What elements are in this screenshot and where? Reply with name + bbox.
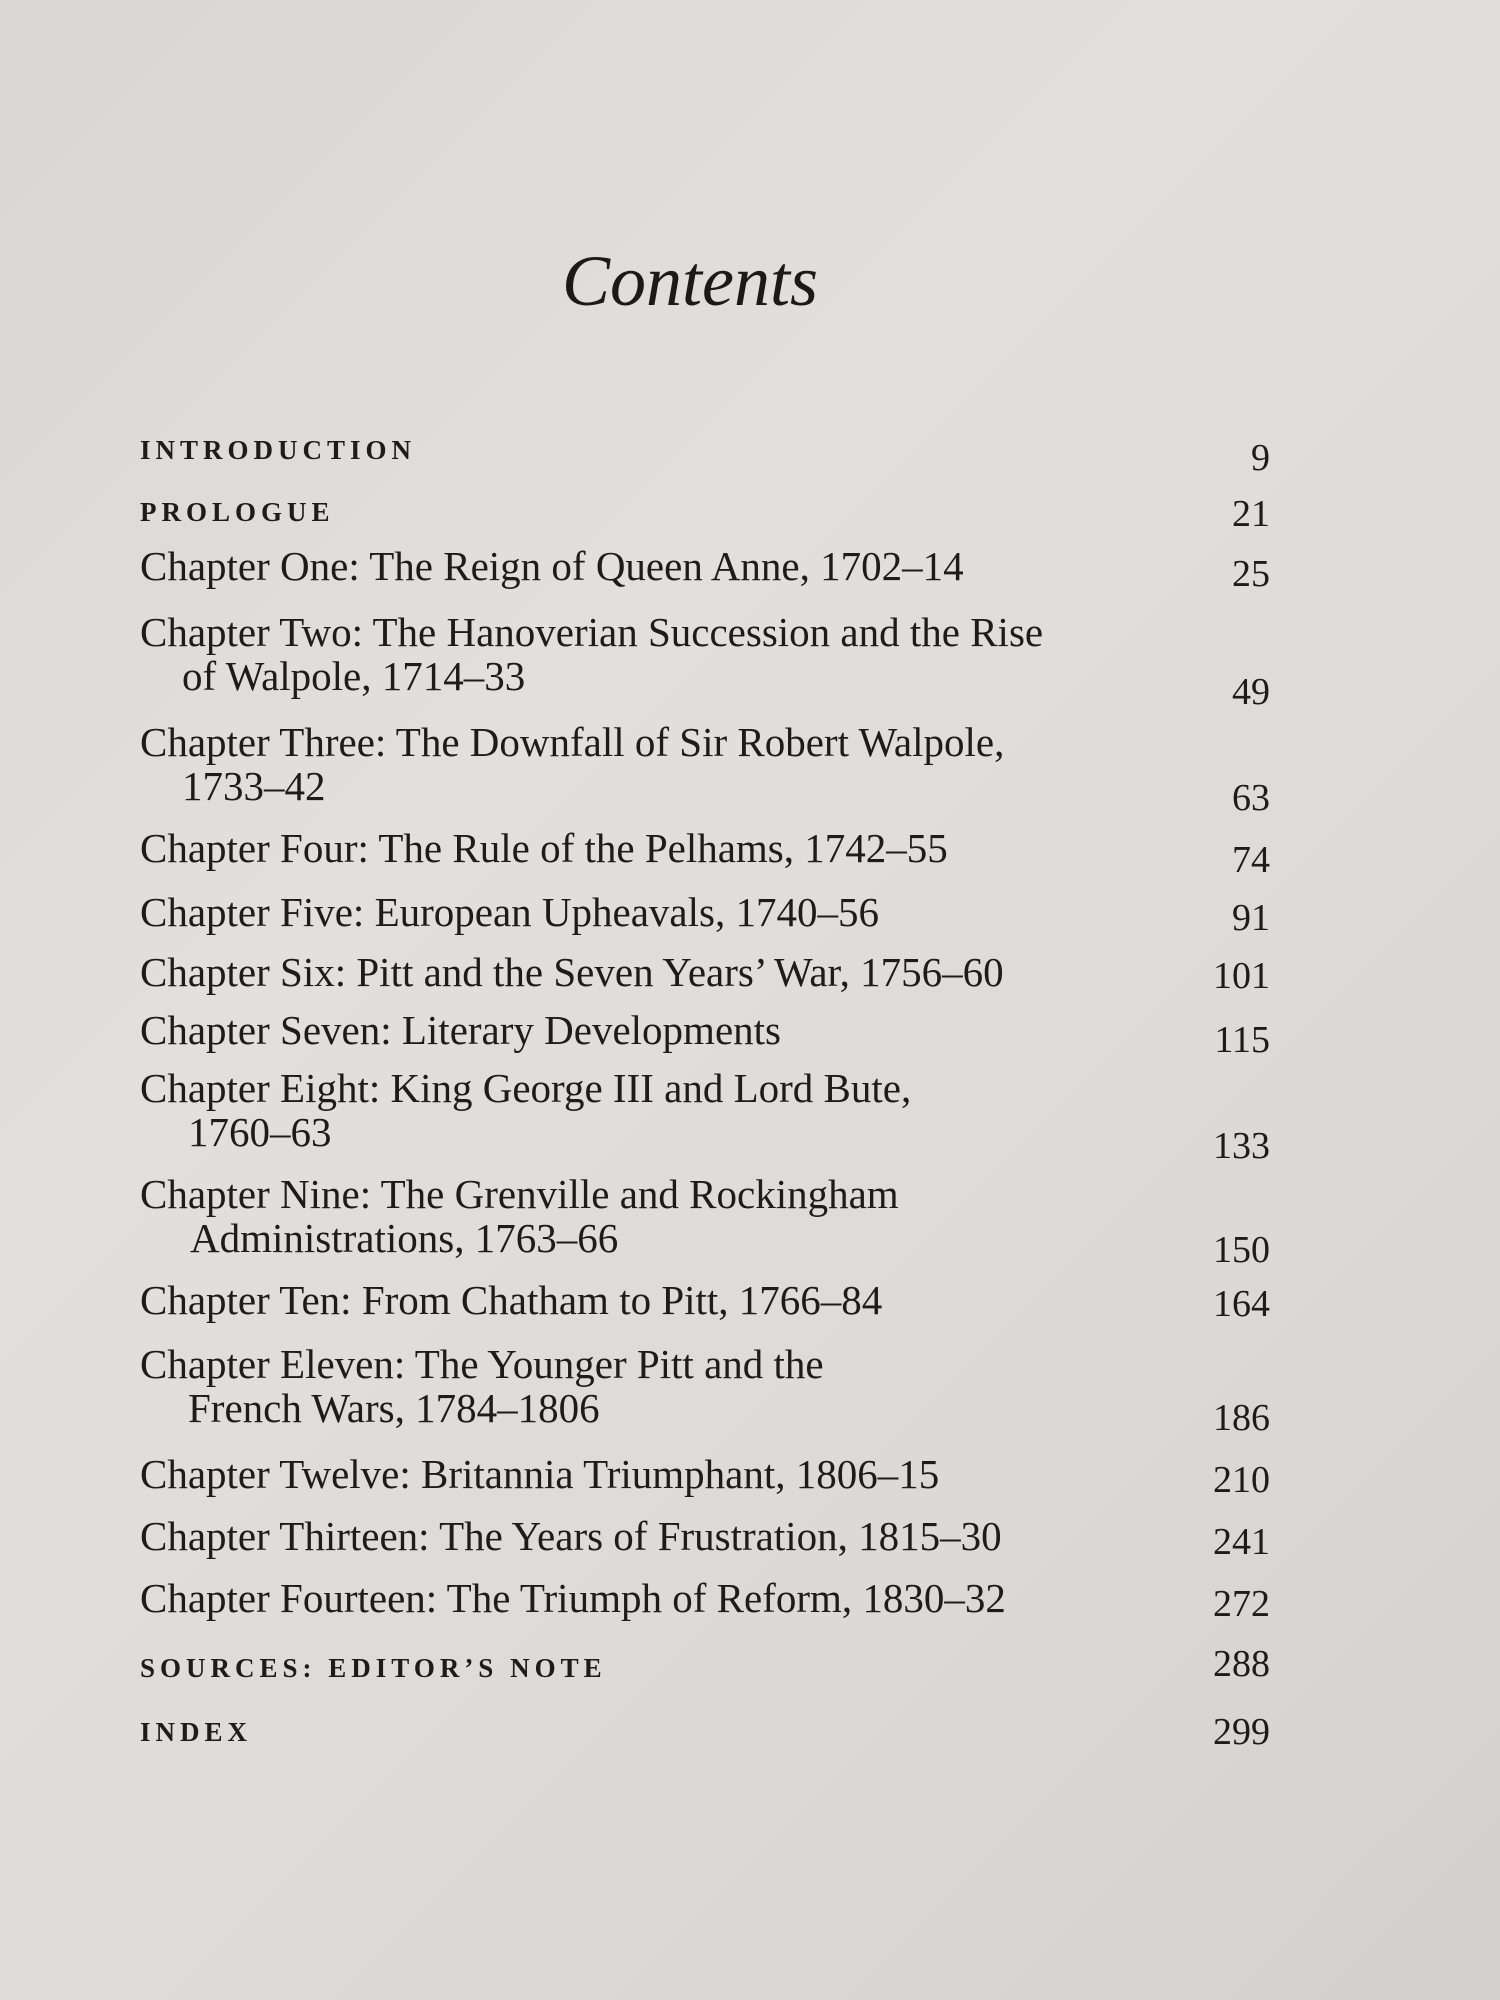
toc-entry-page: 25: [1232, 553, 1270, 595]
toc-entry-page: 63: [1232, 777, 1270, 819]
toc-entry-label: [140, 1066, 1140, 1154]
toc-entry-label-line2: of Walpole, 1714–33: [182, 653, 526, 699]
toc-entry-page: 288: [1213, 1643, 1270, 1685]
toc-entry-page: 49: [1232, 671, 1270, 713]
toc-entry-label-line2: 1760–63: [188, 1109, 332, 1155]
toc-entry-label-line1: Chapter Three: The Downfall of Sir Robert Walpole,: [140, 719, 1005, 765]
toc-entry-page: 272: [1213, 1583, 1270, 1625]
toc-entry-label: Chapter Twelve: Britannia Triumphant, 1806–15: [140, 1451, 940, 1497]
toc-entry-label: SOURCES: EDITOR’S NOTE: [140, 1653, 607, 1683]
toc-entry-label: [140, 1172, 1140, 1260]
toc-entry-page: 91: [1232, 897, 1270, 939]
toc-entry-page: 115: [1214, 1019, 1270, 1061]
toc-entry-label-line1: Chapter Two: The Hanoverian Succession and the Rise: [140, 609, 1044, 655]
page-title: Contents: [561, 241, 818, 321]
toc-entry-page: 186: [1213, 1397, 1270, 1439]
toc-entry-page: 210: [1213, 1459, 1270, 1501]
toc-entry-label-line1: Chapter Eight: King George III and Lord Bute,: [140, 1065, 912, 1111]
toc-entry-label: PROLOGUE: [140, 497, 335, 527]
toc-entry-label: INTRODUCTION: [140, 435, 417, 465]
toc-entry-label: [140, 1342, 1140, 1430]
toc-entry-page: 241: [1213, 1521, 1270, 1563]
toc-entry-label: [140, 720, 1140, 808]
toc-entry-page: 164: [1213, 1283, 1270, 1325]
toc-entry-page: 101: [1213, 955, 1270, 997]
toc-entry-label: Chapter Seven: Literary Developments: [140, 1007, 781, 1053]
toc-entry-page: 9: [1251, 437, 1270, 479]
toc-entry-page: 299: [1213, 1711, 1270, 1753]
toc-entry-label: Chapter Fourteen: The Triumph of Reform, 1830–32: [140, 1575, 1006, 1621]
toc-entry-label: INDEX: [140, 1717, 253, 1747]
toc-entry-label: Chapter One: The Reign of Queen Anne, 1702–14: [140, 543, 964, 589]
toc-entry-page: 133: [1213, 1125, 1270, 1167]
toc-entry-page: 74: [1232, 839, 1270, 881]
toc-entry-page: 150: [1213, 1229, 1270, 1271]
toc-entry-label: [140, 610, 1140, 698]
toc-entry-label: Chapter Thirteen: The Years of Frustration, 1815–30: [140, 1513, 1002, 1559]
toc-entry-label: Chapter Four: The Rule of the Pelhams, 1742–55: [140, 825, 948, 871]
toc-entry-label: Chapter Five: European Upheavals, 1740–56: [140, 889, 879, 935]
toc-entry-page: 21: [1232, 493, 1270, 535]
toc-entry-label-line2: 1733–42: [182, 763, 326, 809]
toc-entry-label: Chapter Six: Pitt and the Seven Years’ War, 1756–60: [140, 949, 1004, 995]
toc-entry-label: Chapter Ten: From Chatham to Pitt, 1766–84: [140, 1277, 883, 1323]
toc-entry-label-line2: Administrations, 1763–66: [190, 1215, 619, 1261]
toc-entry-label-line1: Chapter Nine: The Grenville and Rockingham: [140, 1171, 899, 1217]
toc-entry-label-line1: Chapter Eleven: The Younger Pitt and the: [140, 1341, 824, 1387]
toc-entry-label-line2: French Wars, 1784–1806: [188, 1385, 600, 1431]
